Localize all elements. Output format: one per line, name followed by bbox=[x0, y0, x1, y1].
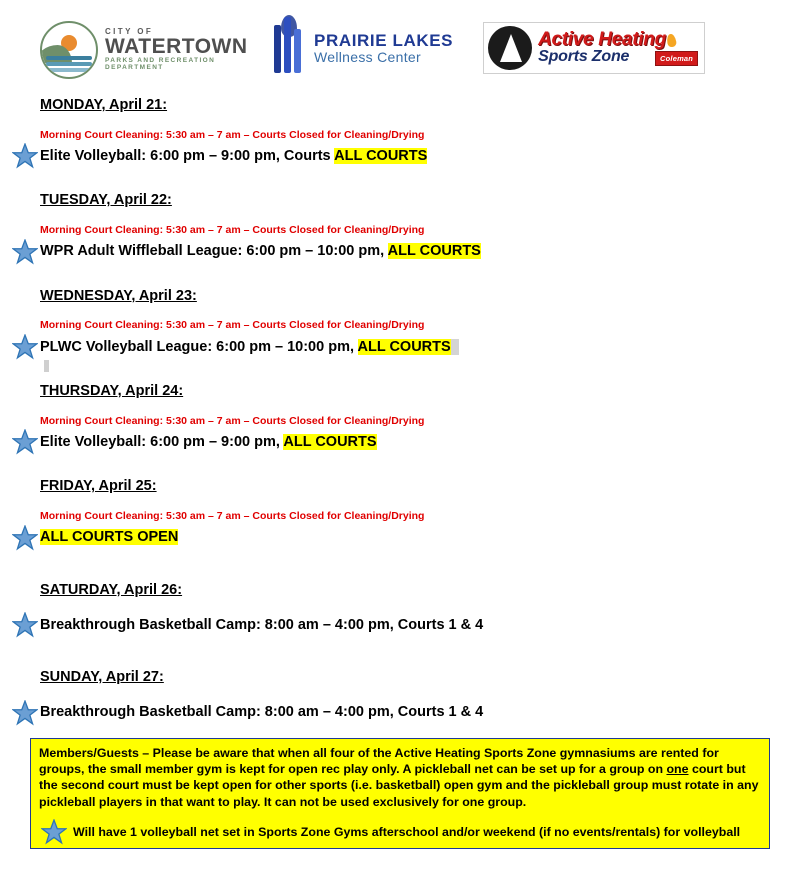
bar-icon bbox=[294, 29, 301, 73]
wave-icon bbox=[46, 62, 92, 66]
day-title: TUESDAY, April 22: bbox=[40, 192, 172, 209]
event-text bbox=[40, 338, 459, 357]
day-title: WEDNESDAY, April 23: bbox=[40, 287, 197, 304]
prairie-lakes-name-label: PRAIRIE LAKES bbox=[314, 30, 454, 50]
watertown-name-label: WATERTOWN bbox=[105, 35, 248, 59]
cleaning-notice: Morning Court Cleaning: 5:30 am – 7 am – Courts Closed for Cleaning/Drying bbox=[40, 509, 425, 522]
day-title: SATURDAY, April 26: bbox=[40, 581, 183, 598]
trailing-shade bbox=[451, 339, 459, 355]
notice-volleyball-text: Will have 1 volleyball net set in Sports Zone Gyms afterschool and/or weekend (if no events/rentals) for volleyball bbox=[73, 825, 741, 840]
event-text bbox=[40, 147, 427, 166]
day-block-wednesday bbox=[40, 287, 788, 360]
day-block-sunday bbox=[40, 668, 788, 726]
cleaning-notice: Morning Court Cleaning: 5:30 am – 7 am – Courts Closed for Cleaning/Drying bbox=[40, 128, 425, 141]
notice-underlined-word: one bbox=[666, 762, 689, 777]
cleaning-notice: Morning Court Cleaning: 5:30 am – 7 am – Courts Closed for Cleaning/Drying bbox=[40, 319, 425, 332]
event-text bbox=[40, 528, 178, 547]
stray-shade-mark bbox=[44, 360, 49, 372]
header-logo-row bbox=[0, 0, 788, 96]
event-highlight: ALL COURTS bbox=[357, 338, 451, 355]
day-block-tuesday bbox=[40, 191, 788, 264]
active-heating-logo-text bbox=[538, 30, 700, 66]
event-text: Breakthrough Basketball Camp: 8:00 am – 4:00 pm, Courts 1 & 4 bbox=[40, 704, 484, 721]
event-highlight: ALL COURTS bbox=[283, 433, 377, 450]
prairie-lakes-emblem-icon bbox=[272, 15, 306, 81]
event-text: Breakthrough Basketball Camp: 8:00 am – 4:00 pm, Courts 1 & 4 bbox=[40, 616, 484, 633]
watertown-department-label-2: DEPARTMENT bbox=[105, 64, 164, 72]
star-icon bbox=[12, 525, 38, 551]
watertown-emblem-icon bbox=[40, 21, 98, 79]
cleaning-notice: Morning Court Cleaning: 5:30 am – 7 am – Courts Closed for Cleaning/Drying bbox=[40, 414, 425, 427]
day-block-thursday bbox=[40, 382, 788, 455]
event-text-pre: Elite Volleyball: 6:00 pm – 9:00 pm, bbox=[40, 433, 284, 450]
star-icon bbox=[12, 143, 38, 169]
wave-icon bbox=[46, 56, 92, 60]
event-highlight: ALL COURTS OPEN bbox=[40, 529, 179, 546]
event-row bbox=[40, 525, 788, 551]
active-heating-name-text: Active Heating bbox=[538, 29, 666, 51]
star-icon bbox=[12, 429, 38, 455]
logo-city-of-watertown bbox=[40, 16, 246, 84]
event-highlight: ALL COURTS bbox=[334, 147, 428, 164]
active-heating-a-icon bbox=[488, 26, 532, 70]
wave-icon bbox=[46, 68, 92, 72]
event-text-pre: Elite Volleyball: 6:00 pm – 9:00 pm, Courts bbox=[40, 147, 335, 164]
event-text bbox=[40, 433, 377, 452]
prairie-lakes-logo-text bbox=[314, 31, 453, 66]
day-title: MONDAY, April 21: bbox=[40, 97, 168, 113]
logo-prairie-lakes-wellness-center bbox=[272, 11, 453, 85]
event-row bbox=[40, 239, 788, 265]
event-row bbox=[40, 429, 788, 455]
event-text-pre: WPR Adult Wiffleball League: 6:00 pm – 10:00 pm, bbox=[40, 243, 388, 260]
watertown-city-label: CITY OF bbox=[105, 26, 154, 36]
day-block-monday bbox=[40, 96, 788, 169]
active-heating-name-label bbox=[538, 30, 700, 49]
star-icon bbox=[12, 334, 38, 360]
notice-volleyball-row bbox=[39, 820, 761, 844]
notice-text-a: Members/Guests – Please be aware that when all four of the Active Heating Sports Zone gymnasiums are rented for groups, the small member gym is kept for open rec play only. A pickleball net can be set up for a group on bbox=[39, 745, 719, 777]
cleaning-notice: Morning Court Cleaning: 5:30 am – 7 am – Courts Closed for Cleaning/Drying bbox=[40, 223, 425, 236]
coleman-badge: Coleman bbox=[655, 51, 698, 66]
day-block-saturday bbox=[40, 581, 788, 639]
star-icon bbox=[12, 612, 38, 638]
day-title: SUNDAY, April 27: bbox=[40, 669, 164, 686]
sports-zone-label: Sports Zone bbox=[538, 48, 630, 66]
star-icon bbox=[12, 239, 38, 265]
star-icon bbox=[12, 700, 38, 726]
day-title: THURSDAY, April 24: bbox=[40, 382, 184, 399]
notice-paragraph bbox=[39, 745, 761, 811]
members-guests-notice bbox=[30, 738, 770, 850]
event-highlight: ALL COURTS bbox=[387, 243, 481, 260]
event-row bbox=[40, 612, 788, 638]
day-title: FRIDAY, April 25: bbox=[40, 478, 157, 495]
star-icon bbox=[41, 819, 67, 845]
prairie-lakes-subtitle-label: Wellness Center bbox=[314, 48, 421, 65]
flame-icon bbox=[666, 33, 677, 47]
event-text bbox=[40, 242, 481, 261]
event-row bbox=[40, 143, 788, 169]
bar-icon bbox=[274, 25, 281, 73]
event-text-pre: PLWC Volleyball League: 6:00 pm – 10:00 pm, bbox=[40, 338, 358, 355]
day-block-friday bbox=[40, 477, 788, 550]
watertown-logo-text bbox=[105, 28, 248, 72]
bar-icon bbox=[284, 17, 291, 73]
notice-text-b: court but the second court must be kept open for other sports (i.e. basketball) open gym and the pickleball group must rotate in any pickleball players in that want to play. It can not be used exclusively for one group. bbox=[39, 762, 759, 809]
watertown-department-label: PARKS AND RECREATION bbox=[105, 57, 216, 65]
weekly-schedule bbox=[0, 96, 788, 726]
event-row bbox=[40, 700, 788, 726]
logo-active-heating-sports-zone bbox=[483, 22, 705, 74]
event-row bbox=[40, 334, 788, 360]
